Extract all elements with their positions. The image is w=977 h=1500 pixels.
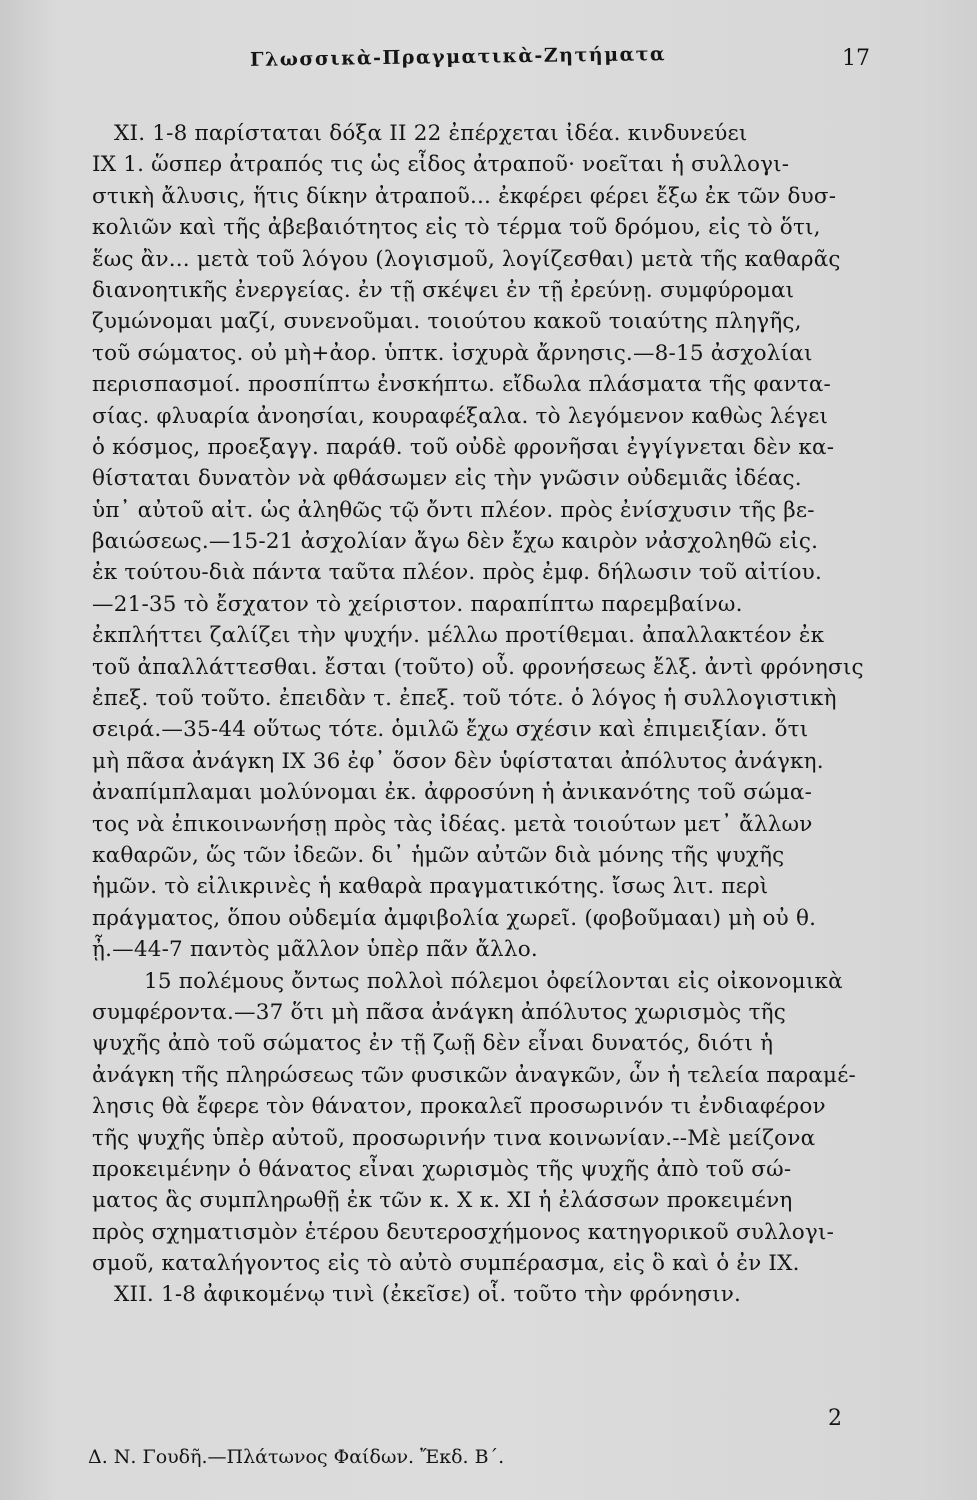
text-line: συμφέροντα.—37 ὅτι μὴ πᾶσα ἀνάγκη ἀπόλυτος χωρισμὸς τῆς	[92, 999, 787, 1025]
text-line: ἕως ἂν... μετὰ τοῦ λόγου (λογισμοῦ, λογίζεσθαι) μετὰ τῆς καθαρᾶς	[92, 246, 841, 272]
text-line: ᾖ.—44-7 παντὸς μᾶλλον ὑπὲρ πᾶν ἄλλο.	[92, 937, 538, 963]
text-line: λησις θὰ ἔφερε τὸν θάνατον, προκαλεῖ προσωρινόν τι ἐνδιαφέρον	[92, 1094, 826, 1120]
text-line: IX 1. ὥσπερ ἀτραπός τις ὡς εἶδος ἀτραποῦ· νοεῖται ἡ συλλογι-	[92, 152, 790, 178]
text-line: τοῦ ἀπαλλάττεσθαι. ἔσται (τοῦτο) οὖ. φρονήσεως ἔλξ. ἀντὶ φρόνησις	[92, 654, 864, 680]
text-line: στικὴ ἄλυσις, ἥτις δίκην ἀτραποῦ... ἐκφέρει φέρει ἔξω ἐκ τῶν δυσ-	[92, 183, 837, 209]
text-line: XI. 1-8 παρίσταται δόξα II 22 ἐπέρχεται ἰδέα. κινδυνεύει	[114, 121, 748, 146]
page-footer: Δ. Ν. Γουδῆ.—Πλάτωνος Φαίδων. Ἔκδ. Β΄.	[88, 1446, 505, 1468]
text-line: διανοητικῆς ἐνεργείας. ἐν τῇ σκέψει ἐν τῇ ἐρεύνῃ. συμφύρομαι	[92, 277, 795, 303]
text-line: μὴ πᾶσα ἀνάγκη IX 36 ἐφ᾽ ὅσον δὲν ὑφίσταται ἀπόλυτος ἀνάγκη.	[92, 748, 824, 774]
text-line: τῆς ψυχῆς ὑπὲρ αὐτοῦ, προσωρινήν τινα κοινωνίαν.--Μὲ μείζονα	[92, 1125, 816, 1151]
text-line: XII. 1-8 ἀφικομένῳ τινὶ (ἐκεῖσε) οἷ. τοῦτο τὴν φρόνησιν.	[114, 1282, 742, 1308]
text-line: πρὸς σχηματισμὸν ἑτέρου δευτεροσχήμονος κατηγορικοῦ συλλογι-	[92, 1219, 835, 1245]
text-line: ἐκ τούτου-διὰ πάντα ταῦτα πλέον. πρὸς ἐμφ. δήλωσιν τοῦ αἰτίου.	[92, 560, 822, 586]
page-number: 17	[842, 46, 870, 71]
text-line: ἡμῶν. τὸ εἰλικρινὲς ἡ καθαρὰ πραγματικότης. ἴσως λιτ. περὶ	[92, 874, 769, 900]
text-line: προκειμένην ὁ θάνατος εἶναι χωρισμὸς τῆς ψυχῆς ἀπὸ τοῦ σώ-	[92, 1156, 792, 1182]
text-line: ὁ κόσμος, προεξαγγ. παράθ. τοῦ οὐδὲ φρονῆσαι ἐγγίγνεται δὲν κα-	[92, 434, 835, 460]
sheet-number: 2	[828, 1406, 842, 1431]
text-line: κολιῶν καὶ τῆς ἀβεβαιότητος εἰς τὸ τέρμα τοῦ δρόμου, εἰς τὸ ὅτι,	[92, 215, 821, 241]
text-line: τος νὰ ἐπικοινωνήσῃ πρὸς τὰς ἰδέας. μετὰ τοιούτων μετ᾽ ἄλλων	[92, 811, 813, 837]
text-line: ζυμώνομαι μαζί, συνενοῦμαι. τοιούτου κακοῦ τοιαύτης πληγῆς,	[92, 309, 802, 335]
text-line: ἐκπλήττει ζαλίζει τὴν ψυχήν. μέλλω προτίθεμαι. ἀπαλλακτέον ἐκ	[92, 623, 825, 649]
text-line: σειρά.—35-44 οὕτως τότε. ὁμιλῶ ἔχω σχέσιν καὶ ἐπιμειξίαν. ὅτι	[92, 717, 809, 743]
text-line: ψυχῆς ἀπὸ τοῦ σώματος ἐν τῇ ζωῇ δὲν εἶναι δυνατός, διότι ἡ	[92, 1031, 774, 1057]
text-line: ὑπ᾽ αὐτοῦ αἰτ. ὡς ἀληθῶς τῷ ὄντι πλέον. πρὸς ἐνίσχυσιν τῆς βε-	[92, 497, 815, 523]
text-line: περισπασμοί. προσπίπτω ἐνσκήπτω. εἴδωλα πλάσματα τῆς φαντα-	[92, 372, 832, 398]
text-line: σμοῦ, καταλήγοντος εἰς τὸ αὐτὸ συμπέρασμα, εἰς ὃ καὶ ὁ ἐν IX.	[92, 1251, 800, 1277]
text-line: 15 πολέμους ὄντως πολλοὶ πόλεμοι ὀφείλονται εἰς οἰκονομικὰ	[144, 968, 843, 994]
text-line: σίας. φλυαρία ἀνοησίαι, κουραφέξαλα. τὸ λεγόμενον καθὼς λέγει	[92, 403, 829, 429]
text-line: ἐπεξ. τοῦ τοῦτο. ἐπειδὰν τ. ἐπεξ. τοῦ τότε. ὁ λόγος ἡ συλλογιστικὴ	[92, 686, 837, 712]
text-line: καθαρῶν, ὥς τῶν ἰδεῶν. δι᾽ ἡμῶν αὐτῶν διὰ μόνης τῆς ψυχῆς	[92, 842, 785, 868]
text-line: βαιώσεως.—15-21 ἀσχολίαν ἄγω δὲν ἔχω καιρὸν νἀσχοληθῶ εἰς.	[92, 529, 819, 555]
text-line: ματος ἃς συμπληρωθῇ ἐκ τῶν κ. X κ. XI ἡ ἐλάσσων προκειμένη	[92, 1188, 793, 1214]
text-line: πράγματος, ὅπου οὐδεμία ἀμφιβολία χωρεῖ. (φοβοῦμααι) μὴ οὐ θ.	[92, 905, 817, 931]
running-head: Γλωσσικὰ-Πραγματικὰ-Ζητήματα	[249, 43, 667, 71]
text-line: —21-35 τὸ ἔσχατον τὸ χείριστον. παραπίπτω παρεμβαίνω.	[92, 591, 743, 617]
text-line: θίσταται δυνατὸν νὰ φθάσωμεν εἰς τὴν γνῶσιν οὐδεμιᾶς ἰδέας.	[92, 466, 802, 492]
text-line: ἀνάγκη τῆς πληρώσεως τῶν φυσικῶν ἀναγκῶν, ὧν ἡ τελεία παραμέ-	[92, 1062, 857, 1088]
text-line: ἀναπίμπλαμαι μολύνομαι ἐκ. ἀφροσύνη ἡ ἀνικανότης τοῦ σώμα-	[92, 780, 813, 806]
body-text	[92, 118, 892, 1311]
text-line: τοῦ σώματος. οὐ μὴ+ἀορ. ὑπτκ. ἰσχυρὰ ἄρνησις.—8-15 ἀσχολίαι	[92, 340, 813, 366]
